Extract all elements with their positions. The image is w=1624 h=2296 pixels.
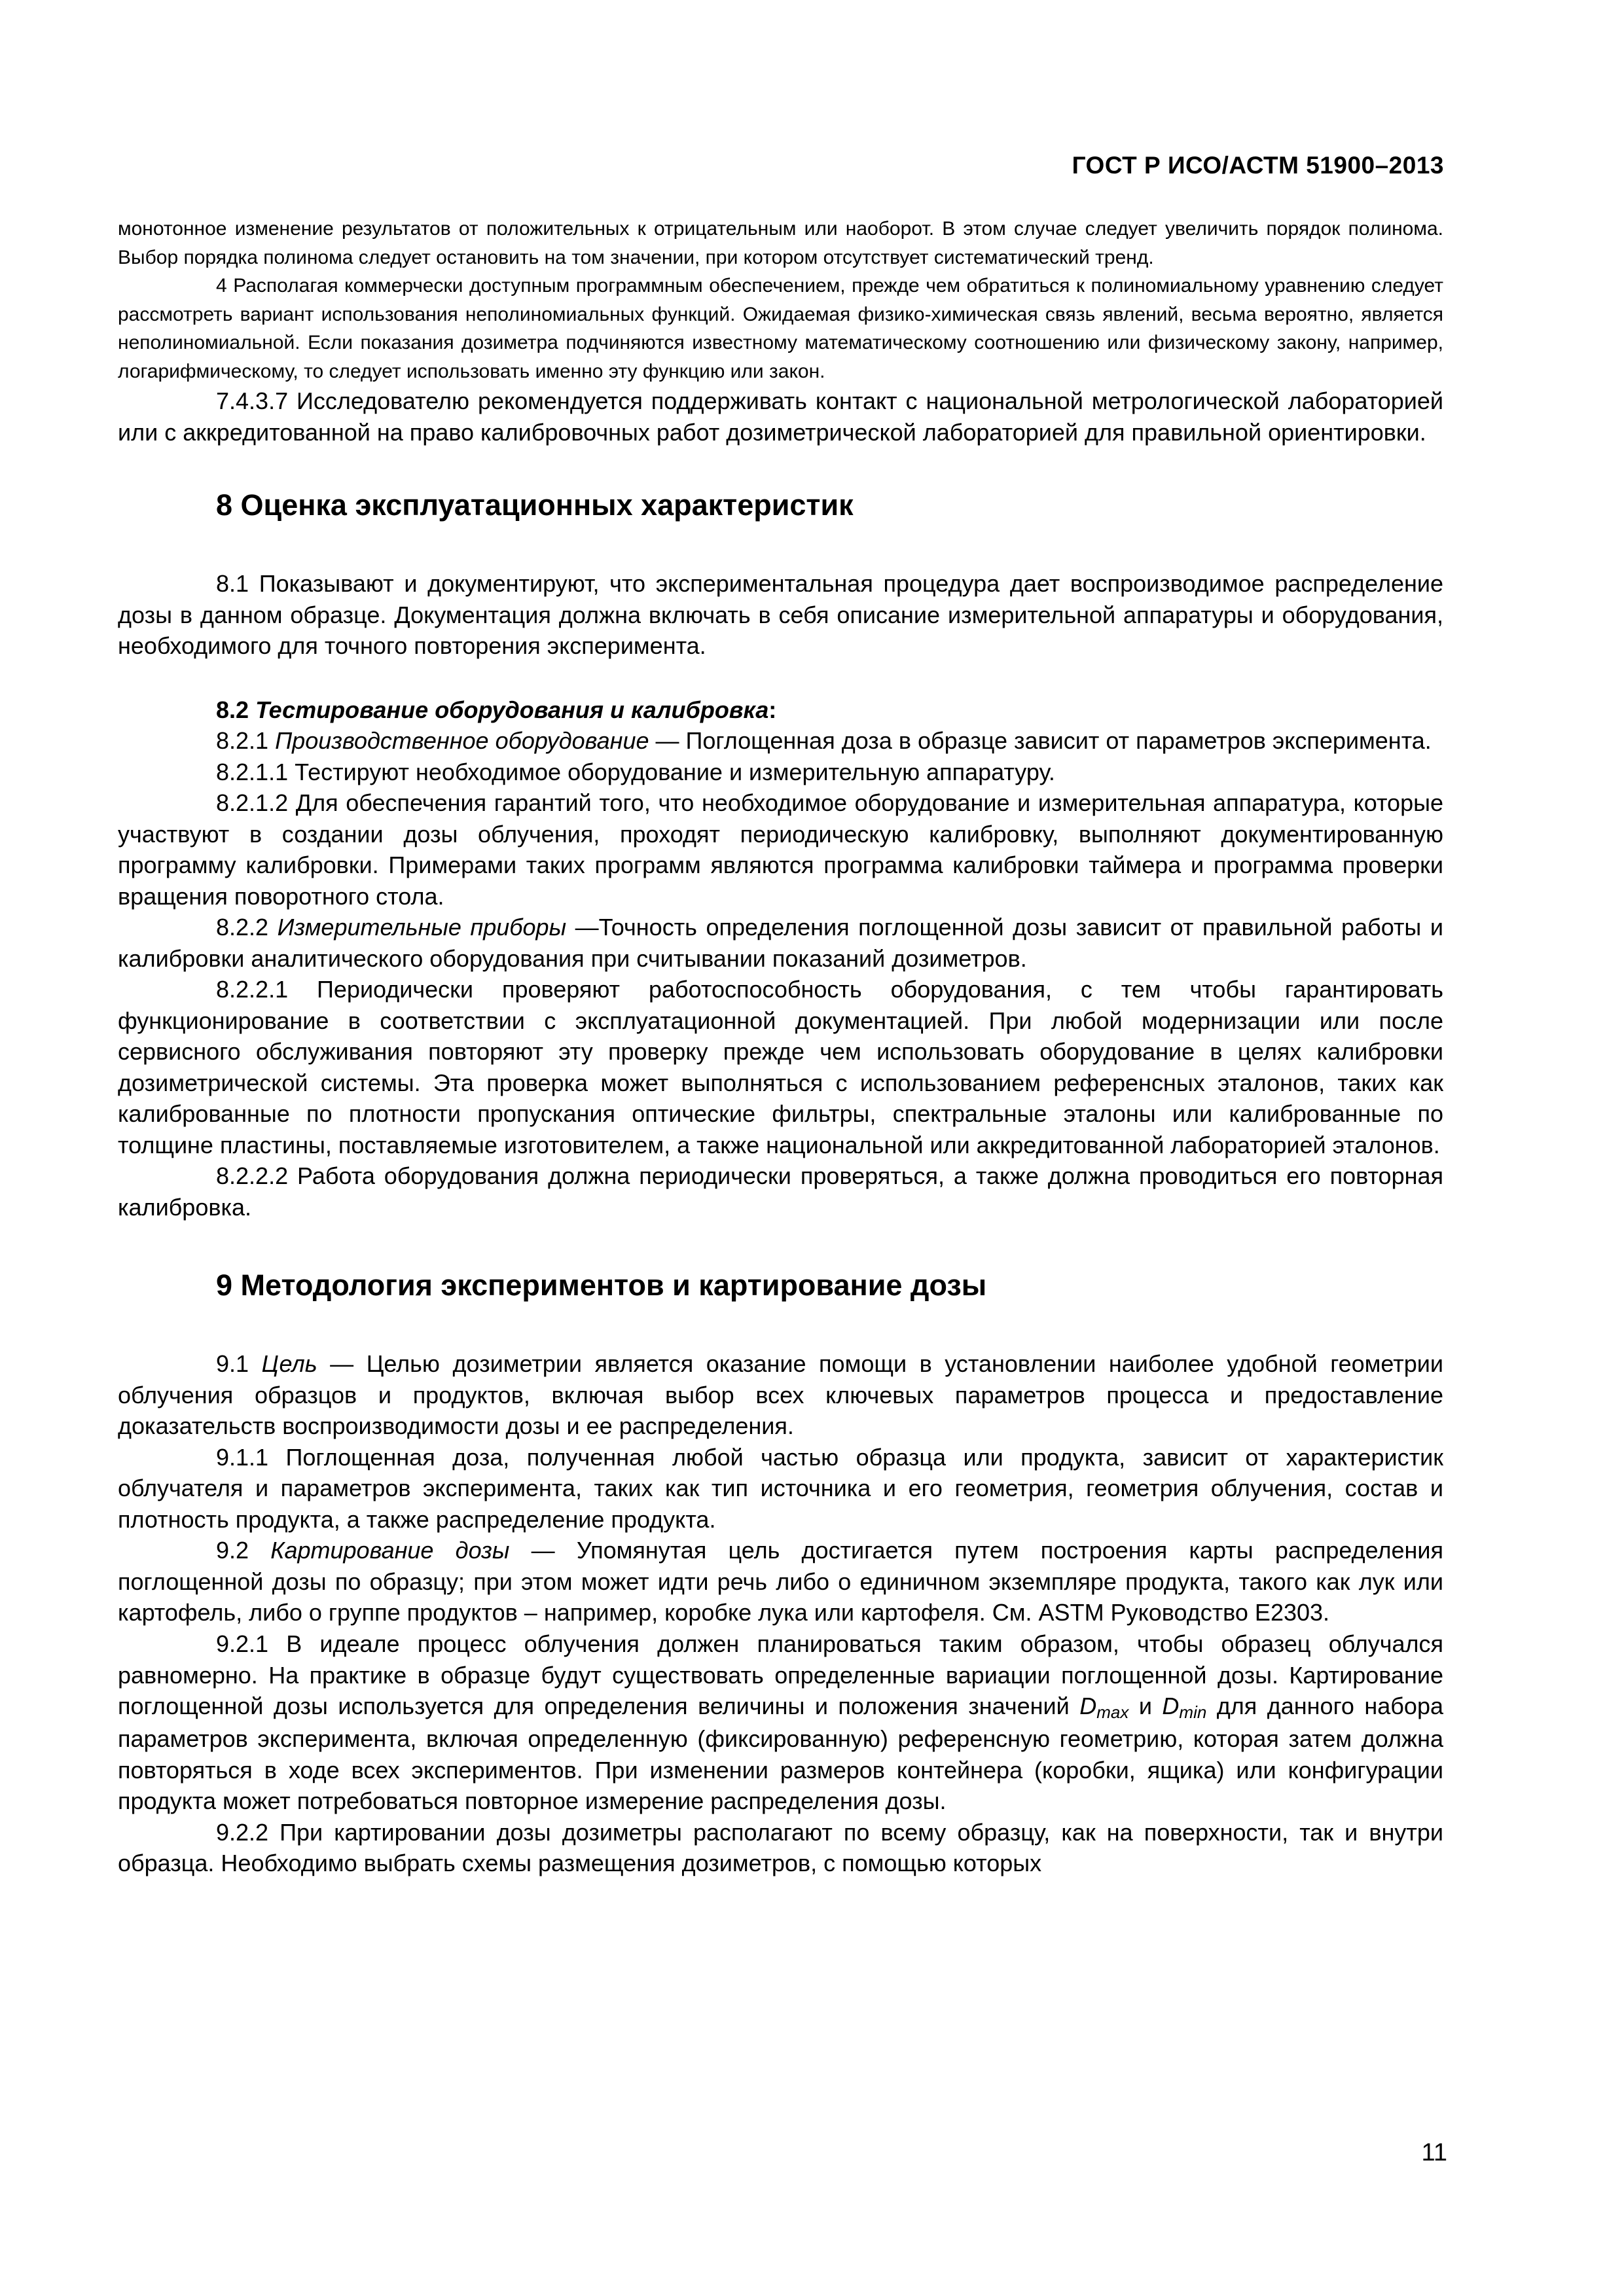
text-9-2-1-part-a: 9.2.1 В идеале процесс облучения должен планироваться таким образом, чтобы образец облучался равномерно. На практике в образце будут существовать определенные вариации поглощенной дозы. Картирование поглощенной дозы используется для определения величины и положения значений xyxy=(118,1630,1443,1720)
symbol-d-min-base: D xyxy=(1162,1693,1180,1720)
paragraph-8-2 xyxy=(118,694,1443,726)
term-goal: Цель xyxy=(261,1350,317,1378)
term-production-equipment: Производственное оборудование xyxy=(275,727,649,755)
paragraph-8-1: 8.1 Показывают и документируют, что экспериментальная процедура дает воспроизводимое распределение дозы в данном образце. Документация должна включать в себя описание измерительной аппаратуры и оборудования, необходимого для точного повторения эксперимента. xyxy=(118,570,1443,660)
text-9-1: — Целью дозиметрии является оказание помощи в установлении наиболее удобной геометрии облучения образцов и продуктов, включая выбор всех ключевых параметров процесса и предоставление доказательств воспроизводимости дозы и ее распределения. xyxy=(118,1350,1443,1440)
clause-number-8-2-1: 8.2.1 xyxy=(216,727,269,755)
section-8-heading: 8 Оценка эксплуатационных характеристик xyxy=(216,488,854,522)
term-dose-mapping: Картирование дозы xyxy=(270,1537,510,1564)
paragraph-8-2-2-2: 8.2.2.2 Работа оборудования должна периодически проверяться, а также должна проводиться его повторная калибровка. xyxy=(118,1162,1443,1221)
paragraph-9-2-1 xyxy=(118,1628,1443,1817)
text-9-2: — Упомянутая цель достигается путем построения карты распределения поглощенной дозы по образцу; при этом может идти речь либо о единичном экземпляре продукта, такого как лук или картофель, либо о группе продуктов – например, коробке лука или картофеля. См. ASTM Руководство E2303. xyxy=(118,1537,1443,1626)
paragraph-7-4-3-7: 7.4.3.7 Исследователю рекомендуется поддерживать контакт с национальной метрологической лабораторией или с аккредитованной на право калибровочных работ дозиметрической лабораторией для правильной ориентировки. xyxy=(118,387,1443,446)
note-3-continuation: монотонное изменение результатов от положительных к отрицательным или наоборот. В этом случае следует увеличить порядок полинома. Выбор порядка полинома следует остановить на том значении, при котором отсутствует систематический тренд. xyxy=(118,218,1443,268)
symbol-d-max xyxy=(1079,1693,1129,1723)
paragraph-8-2-1-2: 8.2.1.2 Для обеспечения гарантий того, что необходимое оборудование и измерительная аппаратура, которые участвуют в создании дозы облучения, проходят периодическую калибровку, выполняют документированную программу калибровки. Примерами таких программ являются программа калибровки таймера и программа проверки вращения поворотного стола. xyxy=(118,789,1443,910)
paragraph-8-2-1 xyxy=(118,725,1443,757)
text-8-2-2: —Точность определения поглощенной дозы зависит от правильной работы и калибровки аналитического оборудования при считывании показаний дозиметров. xyxy=(118,914,1443,972)
clause-number-8-2: 8.2 xyxy=(216,696,249,723)
text-8-2-1: — Поглощенная доза в образце зависит от параметров эксперимента. xyxy=(649,727,1432,755)
note-4: 4 Располагая коммерчески доступным программным обеспечением, прежде чем обратиться к полиномиальному уравнению следует рассмотреть вариант использования неполиномиальных функций. Ожидаемая физико-химическая связь явлений, весьма вероятно, является неполиномиальной. Если показания дозиметра подчиняются известному математическому соотношению или физическому закону, например, логарифмическому, то следует использовать именно эту функцию или закон. xyxy=(118,275,1443,382)
symbol-d-max-base: D xyxy=(1079,1693,1097,1720)
symbol-d-min xyxy=(1162,1693,1207,1723)
symbol-d-min-subscript: min xyxy=(1179,1702,1207,1723)
clause-number-9-1: 9.1 xyxy=(216,1350,249,1378)
paragraph-9-1 xyxy=(118,1348,1443,1442)
standard-code-header: ГОСТ Р ИСО/АСТМ 51900–2013 xyxy=(1072,152,1444,179)
text-9-2-1-and: и xyxy=(1128,1693,1163,1720)
text-9-2-1-part-b: для данного набора параметров эксперимента, включая определенную (фиксированную) референсную геометрию, которая затем должна повторяться в ходе всех экспериментов. При изменении размеров контейнера (коробки, ящика) или конфигурации продукта может потребоваться повторное измерение распределения дозы. xyxy=(118,1693,1443,1815)
paragraph-8-2-2-1: 8.2.2.1 Периодически проверяют работоспособность оборудования, с тем чтобы гарантировать функционирование в соответствии с эксплуатационной документацией. При любой модернизации или после сервисного обслуживания повторяют эту проверку прежде чем использовать оборудование в целях калибровки дозиметрической системы. Эта проверка может выполняться с использованием референсных эталонов, таких как калиброванные по плотности пропускания оптические фильтры, спектральные эталоны или калиброванные по толщине пластины, поставляемые изготовителем, а также национальной или аккредитованной лабораторией эталонов. xyxy=(118,976,1443,1158)
clause-title-8-2: Тестирование оборудования и калибровка xyxy=(255,696,769,723)
paragraph-9-1-1: 9.1.1 Поглощенная доза, полученная любой частью образца или продукта, зависит от характеристик облучателя и параметров эксперимента, таких как тип источника и его геометрия, геометрия облучения, состав и плотность продукта, а также распределение продукта. xyxy=(118,1443,1443,1533)
paragraph-8-2-2 xyxy=(118,912,1443,974)
term-measuring-instruments: Измерительные приборы xyxy=(277,914,567,941)
paragraph-8-2-1-1: 8.2.1.1 Тестируют необходимое оборудование и измерительную аппаратуру. xyxy=(216,758,1055,785)
page-content xyxy=(118,215,1443,1879)
page-number: 11 xyxy=(1421,2139,1447,2166)
clause-colon-8-2: : xyxy=(768,696,777,723)
paragraph-9-2-2: 9.2.2 При картировании дозы дозиметры располагают по всему образцу, как на поверхности, так и внутри образца. Необходимо выбрать схемы размещения дозиметров, с помощью которых xyxy=(118,1818,1443,1877)
section-9-heading: 9 Методология экспериментов и картирование дозы xyxy=(216,1268,987,1302)
symbol-d-max-subscript: max xyxy=(1096,1702,1129,1723)
clause-number-8-2-2: 8.2.2 xyxy=(216,914,269,941)
clause-number-9-2: 9.2 xyxy=(216,1537,249,1564)
paragraph-9-2 xyxy=(118,1535,1443,1628)
